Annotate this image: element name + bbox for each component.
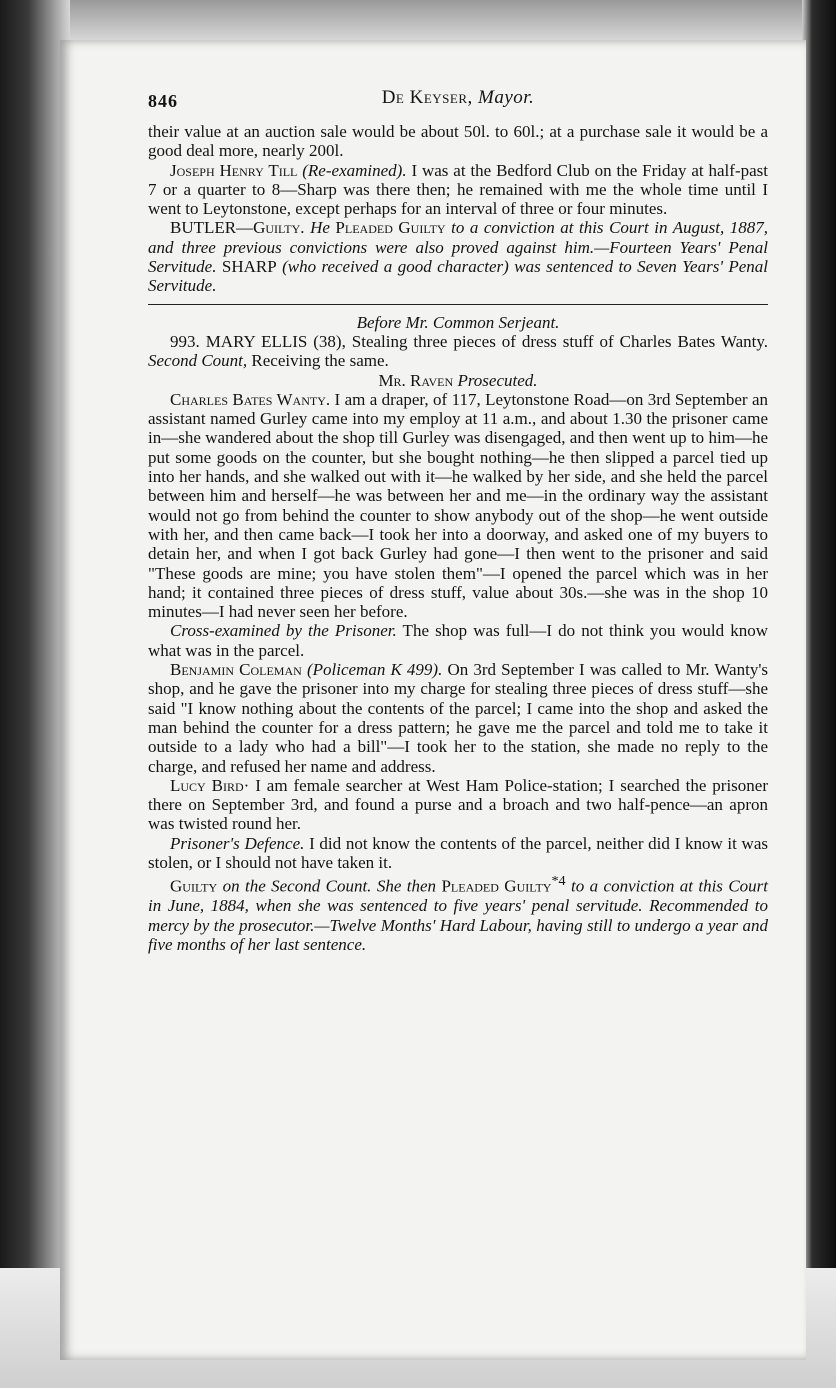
defence-text: I did not know the contents of the parcel, neither did I know it was stolen, or I should not have taken it. — [148, 833, 768, 872]
witness-name: Joseph Henry Till — [170, 160, 298, 180]
testimony-text: I was at the Bedford Club on the Friday at half-past 7 or a quarter to 8—Sharp was there then; he remained with me the whole time until I went to Leytonstone, except perhaps for an interval of three or four minutes. — [148, 160, 768, 219]
case2-indictment — [148, 332, 768, 371]
running-head-name: De Keyser, — [381, 87, 473, 108]
case2-testimony-bird — [148, 776, 768, 834]
case2-defence — [148, 834, 768, 873]
defendant-name: MARY ELLIS (38), — [199, 331, 346, 351]
section-divider — [148, 304, 768, 305]
case-number: 993. — [170, 331, 200, 351]
scan-cover-edge — [802, 0, 836, 1388]
verdict-word: Guilty — [170, 876, 218, 896]
verdict-he: He — [304, 218, 336, 238]
witness-name: Charles Bates Wanty. — [170, 389, 331, 409]
testimony-text: I am female searcher at West Ham Police-station; I searched the prisoner there on September 3rd, and found a purse and a broach and two half-pence—an apron was twisted round her. — [148, 775, 769, 834]
codefendant-name: SHARP — [221, 257, 277, 277]
cross-text: The shop was full—I do not think you would know what was in the parcel. — [148, 621, 768, 660]
prosecutor-line — [148, 371, 768, 390]
case2-testimony-coleman — [148, 660, 768, 776]
running-head — [148, 88, 768, 107]
testimony-text: I am a draper, of 117, Leytonstone Road—on 3rd September an assistant named Gurley came into my employ at 11 a.m., and about 1.30 the prisoner came in—she wandered about the shop till Gurley was disengaged, and then went up to him—he put some goods on the counter, but she bought nothing—he then slipped a parcel tied up into her hands, and she walked out with it—he walked by her side, and she held the parcel between him and herself—he was between her and me—in the ordinary way the assistant would not go from behind the counter to show anybody out of the shop—he went outside with her, and then came back—I took her into a doorway, and asked one of my buyers to detain her, and when I got back Gurley had gone—I then went to the prisoner and said "These goods are mine; you have stolen them"—I opened the parcel which was in her hand; it contained three pieces of dress stuff, value about 30s.—she was in the shop 10 minutes—I had never seen her before. — [148, 389, 768, 622]
pleaded-guilty: Pleaded Guilty — [335, 218, 446, 238]
case2-cross-examination — [148, 621, 768, 660]
case2-testimony-wanty — [148, 390, 768, 622]
verdict-word: Guilty. — [253, 218, 305, 238]
testimony-text: On 3rd September I was called to Mr. Wanty's shop, and he gave the prisoner into my charge for stealing three pieces of dress stuff—she said "I know nothing about the contents of the parcel; I came into the shop and asked the man behind the counter for a dress pattern; he gave me the parcel and told me to take it outside to a lady who had a bill"—I took her to the station, she made no reply to the charge, and refused her name and address. — [148, 660, 769, 776]
prosecuted-label: Prosecuted. — [453, 370, 538, 390]
sentence-text: to a conviction at this Court in August, 1887, and three previous convictions were also proved against him.—Fourteen Years' Penal Servitude. — [148, 218, 768, 277]
page-number: 846 — [148, 91, 178, 111]
court-heading: Before Mr. Common Serjeant. — [356, 312, 560, 332]
cross-label: Cross-examined by the Prisoner. — [170, 621, 397, 641]
sentence-text: to a conviction at this Court in June, 1884, when she was sentenced to five years' penal servitude. Recommended to mercy by the prosecutor.—Twelve Months' Hard Labour, having still to undergo a year and five months of her last sentence. — [148, 876, 769, 954]
second-count-text: Receiving the same. — [247, 351, 389, 371]
witness-name: Lucy Bird· — [170, 775, 250, 795]
defendant-name: BUTLER— — [170, 218, 254, 238]
case2-verdict — [148, 872, 768, 954]
witness-note: (Re-examined). — [302, 160, 407, 180]
verdict-count: on the Second Count. She then — [217, 876, 442, 896]
witness-note: (Policeman K 499). — [306, 660, 443, 680]
conviction-mark: *4 — [551, 873, 566, 890]
running-head-title: Mayor. — [478, 87, 535, 108]
case1-testimony-till — [148, 161, 768, 219]
page-content — [148, 88, 768, 954]
page-header — [148, 88, 768, 118]
charge-text: Stealing three pieces of dress stuff of Charles Bates Wanty. — [345, 331, 768, 351]
case1-continuation: their value at an auction sale would be about 50l. to 60l.; at a purchase sale it would be a good deal more, nearly 200l. — [148, 122, 768, 161]
defence-label: Prisoner's Defence. — [170, 833, 305, 853]
pleaded-guilty: Pleaded Guilty — [441, 876, 552, 896]
second-count-label: Second Count, — [148, 351, 248, 371]
case1-verdict — [148, 218, 768, 295]
codefendant-sentence: (who received a good character) was sentenced to Seven Years' Penal Servitude. — [148, 257, 769, 296]
witness-name: Benjamin Coleman — [170, 660, 302, 680]
prosecutor-name: Mr. Raven — [378, 370, 454, 390]
